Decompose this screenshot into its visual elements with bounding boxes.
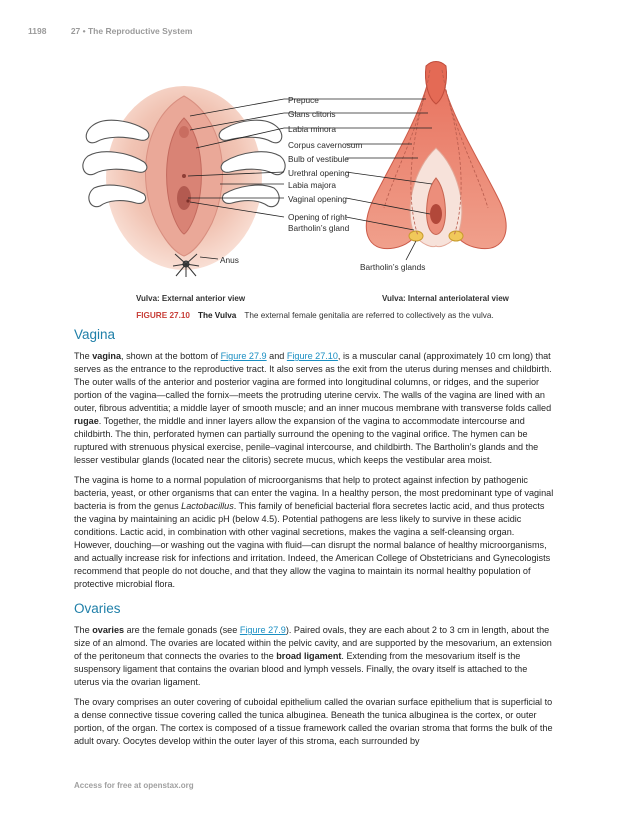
page-header xyxy=(28,26,192,36)
internal-view-drawing xyxy=(366,62,506,249)
bartholin-dot xyxy=(186,199,189,202)
label-glans-clitoris: Glans clitoris xyxy=(288,109,336,119)
text-run: . This family of beneficial bacterial flora secretes lactic acid, and thus protects the vagina by maintaining an acidic pH (below 4.5). Potential pathogens are less likely to survive in these acidic conditions. Lactic acid, in combination with other vaginal secretions, makes the vagina a self-cleansing organ. However, douching—or washing out the vagina with fluid—can disrupt the normal balance of healthy microorganisms, and actually increase risk for infections and irritation. Indeed, the American College of Obstetricians and Gynecologists recommend that people do not douche, and that they allow the vagina to maintain its normal healthy population of protective microbial flora. xyxy=(74,501,551,589)
text-run: The vagina is home to a normal population of microorganisms that help to protect against infection by pathogenic bacteria, yeast, or other organisms that can enter the vagina. In a healthy person, the most predominant type of vaginal bacteria is from the genus xyxy=(74,475,554,511)
internal-vaginal-opening xyxy=(430,204,442,224)
caption-number: FIGURE 27.10 xyxy=(136,311,190,320)
caption-title: The Vulva xyxy=(197,311,237,320)
link-figure-27-10[interactable]: Figure 27.10 xyxy=(286,351,338,361)
text-run: and xyxy=(266,351,287,361)
link-figure-27-9-ovaries[interactable]: Figure 27.9 xyxy=(239,625,286,635)
label-anus: Anus xyxy=(220,255,239,265)
label-labia-majora: Labia majora xyxy=(288,180,336,190)
figure-vulva xyxy=(74,58,574,316)
key-term-rugae: rugae xyxy=(74,416,99,426)
ovaries-paragraph-2: The ovary comprises an outer covering of cuboidal epithelium called the ovarian surface epithelium that is superficial to a dense connective tissue covering called the tunica albuginea. Beneath the tunica albuginea is the cortex, or outer portion, of the organ. The cortex is composed of a tissue framework called the ovarian stroma that forms the bulk of the adult ovary. Oocytes develop within the outer layer of this stroma, each surrounded by xyxy=(74,697,553,746)
heading-vagina: Vagina xyxy=(74,327,116,342)
page-footer: Access for free at openstax.org xyxy=(74,781,194,790)
page-number: 1198 xyxy=(28,26,47,36)
label-labia-minora: Labia minora xyxy=(288,124,336,134)
urethral-opening-dot xyxy=(182,174,186,178)
label-vaginal-opening: Vaginal opening xyxy=(288,194,347,204)
text-run: , shown at the bottom of xyxy=(121,351,221,361)
label-bartholin-opening-1: Opening of right xyxy=(288,212,348,222)
bartholin-gland-right xyxy=(449,231,463,241)
title-external-view: Vulva: External anterior view xyxy=(136,294,246,303)
clitoris-shape xyxy=(179,126,189,138)
bartholin-gland-left xyxy=(409,231,423,241)
title-internal-view: Vulva: Internal anteriolateral view xyxy=(382,294,509,303)
text-run: ). Paired ovals, they are each about 2 to 3 cm in length, about the size of an almond. The ovaries are located within the pelvic cavity, and are supported by the mesovarium, an extension of the peritoneum that connects the ovaries to the xyxy=(74,625,552,661)
text-run: are the female gonads (see xyxy=(124,625,240,635)
main-content xyxy=(74,326,554,755)
key-term-ovaries: ovaries xyxy=(92,625,125,635)
figure-caption xyxy=(0,311,630,320)
chapter-title: 27 • The Reproductive System xyxy=(70,26,193,36)
key-term-vagina: vagina xyxy=(92,351,122,361)
label-bulb-of-vestibule: Bulb of vestibule xyxy=(288,154,349,164)
heading-ovaries: Ovaries xyxy=(74,601,121,616)
vagina-paragraph-1 xyxy=(74,350,554,467)
link-figure-27-9[interactable]: Figure 27.9 xyxy=(220,351,267,361)
text-run: The xyxy=(74,351,93,361)
key-term-broad-ligament: broad ligament xyxy=(276,651,342,661)
external-view-drawing xyxy=(83,86,285,277)
label-bartholins-glands: Bartholin’s glands xyxy=(360,262,426,272)
text-run: , is a muscular canal (approximately 10 cm long) that serves as the entrance to the reproductive tract. It also serves as the exit from the uterus during menses and childbirth. The outer walls of the anterior and posterior vagina are formed into longitudinal columns, or ridges, and the superior portion of the vagina—called the fornix—meets the protruding uterine cervix. The walls of the vagina are lined with an outer, fibrous adventitia; a middle layer of smooth muscle; and an inner mucous membrane with transverse folds called xyxy=(74,351,552,413)
ovaries-paragraph-1 xyxy=(74,624,554,689)
vagina-paragraph-2 xyxy=(74,474,554,591)
label-urethral-opening: Urethral opening xyxy=(288,168,350,178)
text-run: The xyxy=(74,625,93,635)
label-corpus-cavernosum: Corpus cavernosum xyxy=(288,140,363,150)
genus-name: Lactobacillus xyxy=(181,501,234,511)
text-run: . Together, the middle and inner layers allow the expansion of the vagina to accommodate intercourse and childbirth. The thin, perforated hymen can partially surround the opening to the vaginal orifice. The hymen can be ruptured with strenuous physical exercise, penile–vaginal intercourse, and childbirth. The Bartholin’s glands and the lesser vestibular glands (located near the clitoris) secrete mucus, which keeps the vestibular area moist. xyxy=(74,416,539,465)
label-bartholin-opening-2: Bartholin’s gland xyxy=(288,223,350,233)
text-run: . Extending from the mesovarium itself is the suspensory ligament that contains the ovarian blood and lymph vessels. Finally, the ovary itself is attached to the uterus via the ovarian ligament. xyxy=(74,651,528,687)
caption-text: The external female genitalia are referred to collectively as the vulva. xyxy=(244,311,494,320)
label-prepuce: Prepuce xyxy=(288,95,319,105)
